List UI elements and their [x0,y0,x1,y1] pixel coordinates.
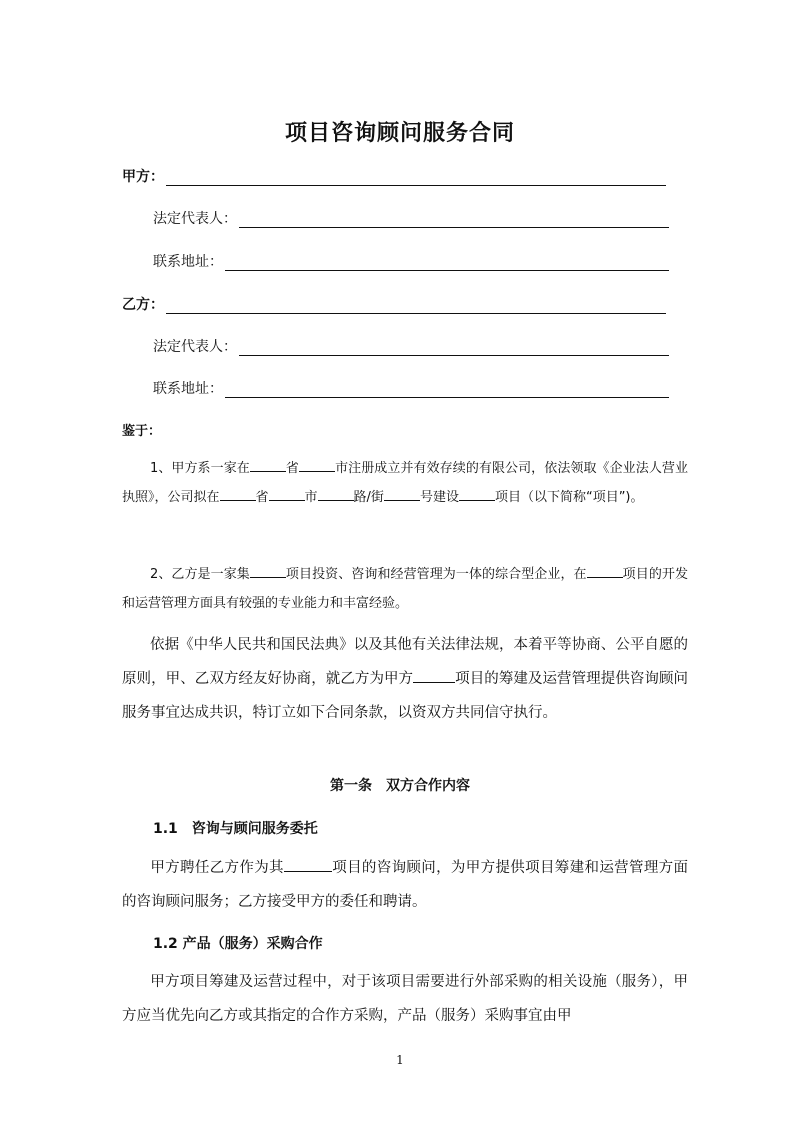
party-a-legal-rep-label: 法定代表人： [153,211,237,227]
party-b-address-field [153,378,669,398]
article-1-heading: 第一条 双方合作内容 [330,778,470,794]
whereas-clause-1 [122,454,688,512]
section-1-1-heading: 1.1 咨询与顾问服务委托 [153,821,318,837]
section-1-2-text-a: 甲方项目筹建及运营过程中，对于该项目需要进行外部采购的相关设施（服务），甲方应当优先向乙方或其指定的合作方采购，产品（服务）采购事宜由甲 [122,974,688,1024]
page-number: 1 [396,1053,404,1067]
party-a-blank [166,171,666,186]
whereas-1-text-e: 市 [304,490,318,505]
whereas-1-text-g: 号建设 [419,490,459,505]
blank [284,858,332,872]
party-a-label: 甲方： [122,169,164,185]
whereas-clause-2 [122,560,688,618]
party-b-address-blank [225,383,669,398]
whereas-1-text-h: 项目（以下简称“项目”)。 [494,490,644,505]
blank [587,564,623,578]
whereas-1-text-b: 省 [285,461,300,476]
party-b-legal-rep-field [153,336,669,356]
blank [413,669,455,683]
whereas-1-text-f: 路/街 [353,490,384,505]
whereas-2-text-a: 2、乙方是一家集 [150,567,250,582]
party-b-label: 乙方： [122,297,164,313]
whereas-1-text-a: 1、甲方系一家在 [150,461,250,476]
blank [459,487,495,501]
section-1-2-heading: 1.2 产品（服务）采购合作 [153,936,323,952]
blank [318,487,354,501]
party-a-legal-rep-blank [239,213,669,228]
basis-paragraph [122,628,688,730]
whereas-2-text-b: 项目投资、咨询和经营管理为一体的综合型企业，在 [285,567,587,582]
blank [269,487,305,501]
blank [250,564,286,578]
section-1-1-text-b: 项目的咨询顾问，为甲方提供项目筹建和运营管理方面的咨询顾问服务；乙方接受甲方的委任和聘请。 [122,860,689,910]
party-a-field [122,166,666,186]
basis-text-a: 依据《中华人民共和国民法典》以及其他有关法律法规，本着平等协商、公平自愿的原则，甲、乙双方经友好协商，就乙方为甲方 [122,637,688,687]
whereas-1-text-d: 省 [255,490,269,505]
party-a-legal-rep-field [153,208,669,228]
party-b-legal-rep-label: 法定代表人： [153,339,237,355]
whereas-1-text-c: 市注册成立并有效存续的有限公司，依法领取《企业法人营业执照》，公司拟在 [122,461,688,505]
section-1-1-text-a: 甲方聘任乙方作为其 [150,860,284,876]
section-1-2-text [122,965,688,1033]
party-a-address-field [153,251,669,271]
blank [220,487,256,501]
blank [384,487,420,501]
blank [250,458,286,472]
blank [299,458,335,472]
section-1-1-text [122,851,688,919]
party-a-address-label: 联系地址： [153,254,223,270]
whereas-2-text-c: 项目的开发和运营管理方面具有较强的专业能力和丰富经验。 [122,567,688,611]
party-a-address-blank [225,256,669,271]
contract-title: 项目咨询顾问服务合同 [284,121,515,146]
party-b-blank [166,299,666,314]
party-b-legal-rep-blank [239,341,669,356]
party-b-field [122,294,666,314]
party-b-address-label: 联系地址： [153,381,223,397]
whereas-label: 鉴于： [122,424,162,439]
basis-text-b: 项目的筹建及运营管理提供咨询顾问服务事宜达成共识，特订立如下合同条款，以资双方共同信守执行。 [122,671,688,721]
